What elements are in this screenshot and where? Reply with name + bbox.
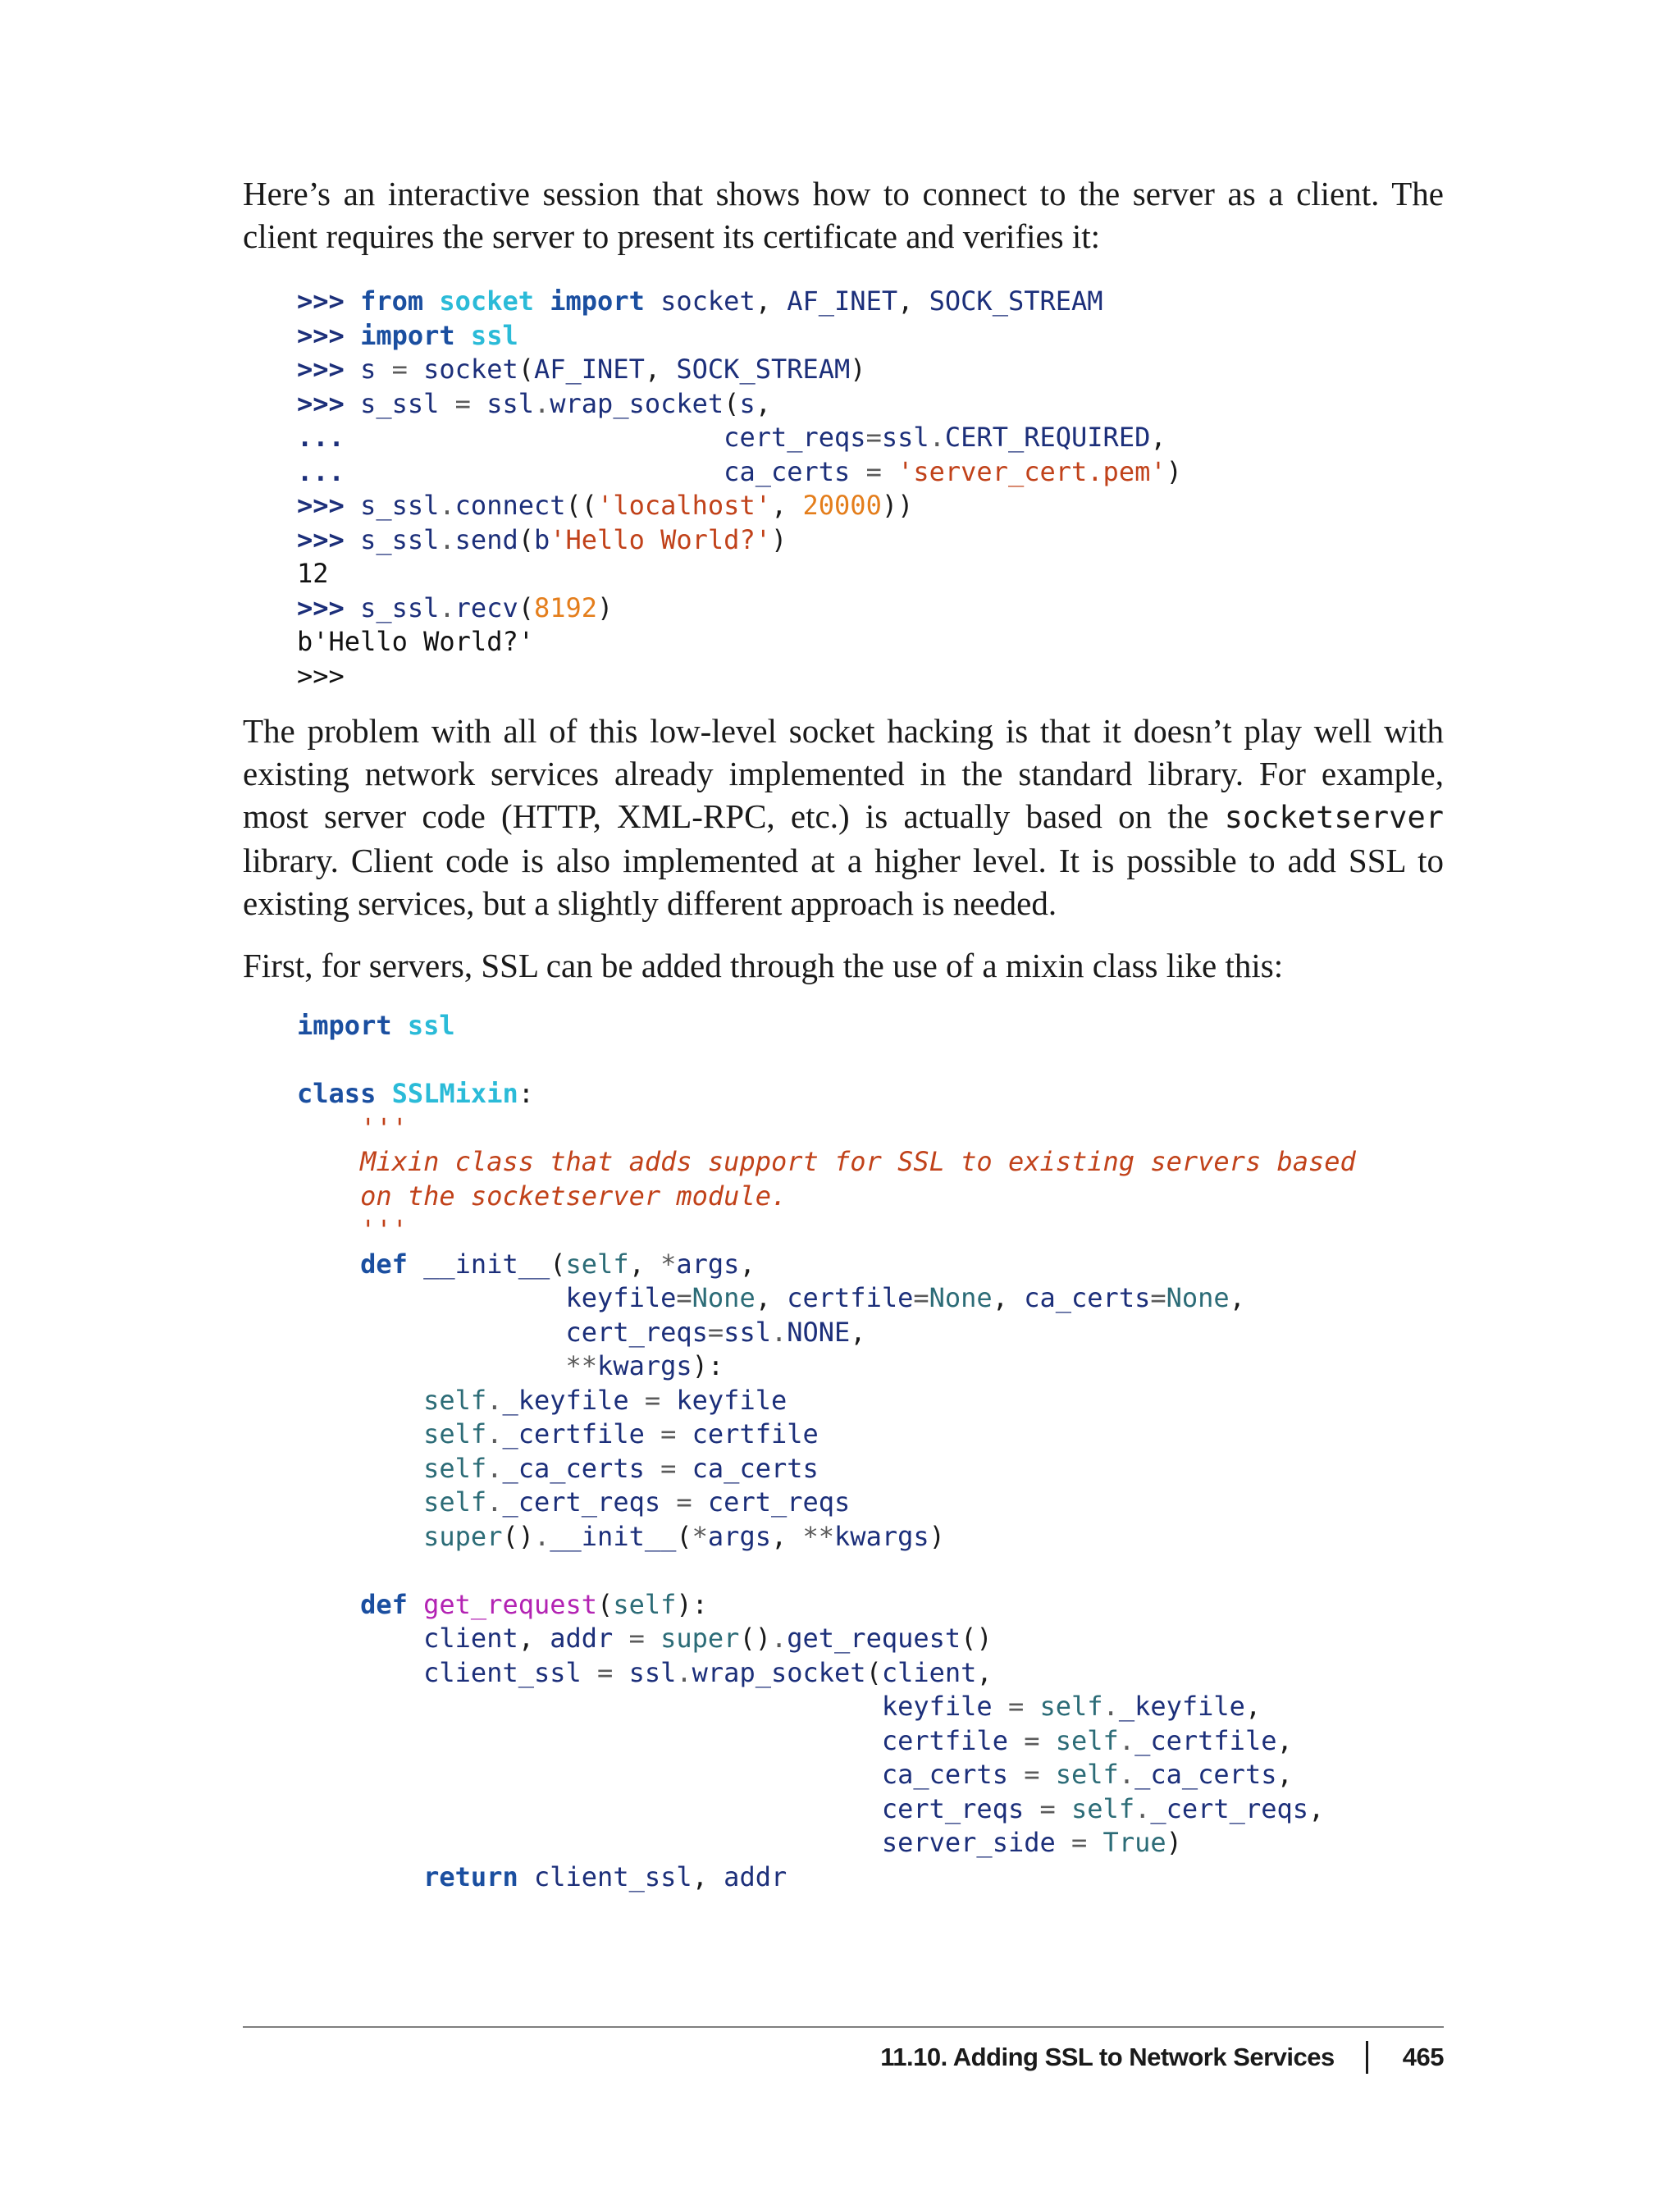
code-token: . xyxy=(770,1316,788,1348)
page-number: 465 xyxy=(1402,2043,1444,2071)
code-token: . xyxy=(439,490,455,521)
code-token xyxy=(297,1180,360,1212)
code-token: ) xyxy=(770,523,788,555)
code-token: ( xyxy=(518,523,534,555)
code-token: cert_reqs xyxy=(692,1486,851,1518)
code-token: . xyxy=(486,1384,503,1416)
code-token: ssl xyxy=(724,1316,771,1348)
code-token: = xyxy=(1039,1792,1056,1824)
code-token: = xyxy=(644,1384,661,1416)
code-token: , xyxy=(755,1282,788,1313)
mixin-class-code-block xyxy=(297,1009,1356,1894)
code-token: = xyxy=(676,1486,692,1518)
code-token xyxy=(534,285,550,317)
code-token: keyfile xyxy=(297,1691,1008,1722)
code-token: ( xyxy=(597,1588,614,1620)
code-token xyxy=(882,456,897,487)
code-token: __init__ xyxy=(423,1248,550,1280)
code-token: ) xyxy=(850,354,866,385)
code-token: = xyxy=(865,455,882,487)
code-token: 'server_cert.pem' xyxy=(897,455,1166,487)
code-token: * xyxy=(692,1520,708,1552)
code-token: self xyxy=(565,1248,629,1280)
code-line xyxy=(297,1520,1356,1554)
code-token: >>> xyxy=(297,319,361,351)
code-token: ( xyxy=(724,387,740,419)
code-line xyxy=(297,1724,1356,1759)
code-token: : xyxy=(518,1078,534,1109)
code-token: client xyxy=(297,1623,518,1654)
code-token xyxy=(297,1589,360,1620)
code-token xyxy=(1039,1725,1055,1756)
problem-text-start: The problem with all of this low-level socket hacking is that it doesn’t play well with existing network services already implemented in the standard library. For example, most server code (HTTP, XML-RPC, etc.) is actually based on the xyxy=(243,712,1444,835)
code-line xyxy=(297,1418,1356,1452)
code-token: , xyxy=(739,1248,756,1280)
code-line xyxy=(297,1281,1356,1316)
footer-separator xyxy=(1366,2041,1368,2074)
code-line xyxy=(297,660,1182,694)
footer-divider xyxy=(243,2026,1444,2028)
code-line xyxy=(297,1758,1356,1792)
code-token: addr xyxy=(550,1623,629,1654)
code-line xyxy=(297,489,1182,523)
code-token: None xyxy=(692,1282,756,1313)
code-line xyxy=(297,1588,1356,1623)
code-line xyxy=(297,1452,1356,1486)
code-line xyxy=(297,1860,1356,1895)
code-line xyxy=(297,1349,1356,1384)
code-token: , xyxy=(518,1623,550,1654)
code-token: wrap_socket xyxy=(550,387,724,419)
code-token: ca_certs xyxy=(1024,1282,1151,1313)
inline-code-socketserver: socketserver xyxy=(1224,800,1444,835)
code-token: . xyxy=(676,1656,692,1688)
code-token: ssl xyxy=(613,1656,677,1688)
code-token: certfile xyxy=(676,1418,819,1449)
code-token: s xyxy=(360,354,392,385)
code-token: 'localhost' xyxy=(597,490,771,521)
code-token: addr xyxy=(724,1860,788,1892)
code-token: None xyxy=(1166,1282,1230,1313)
page-footer xyxy=(243,2039,1444,2075)
code-token: ... xyxy=(297,455,345,487)
code-token: = xyxy=(1071,1827,1088,1858)
code-token: ssl xyxy=(881,422,929,453)
code-token xyxy=(297,1486,423,1518)
code-token: socket xyxy=(407,354,518,385)
code-token: server_side xyxy=(297,1827,1072,1858)
code-token: ** xyxy=(802,1520,835,1552)
code-token: ssl xyxy=(470,387,534,419)
code-token: self xyxy=(423,1452,487,1484)
code-token: , xyxy=(770,1520,803,1552)
code-token: _ca_certs xyxy=(502,1452,661,1484)
code-token: , xyxy=(1150,422,1166,453)
client-session-code-block xyxy=(297,285,1182,693)
code-token: . xyxy=(1118,1759,1135,1790)
code-line xyxy=(297,1656,1356,1691)
code-token xyxy=(297,1249,360,1280)
code-token xyxy=(376,1078,391,1109)
code-token: * xyxy=(660,1248,677,1280)
code-token: , xyxy=(1308,1792,1325,1824)
code-token: = xyxy=(454,387,471,419)
code-token: recv xyxy=(454,591,518,623)
code-token: certfile xyxy=(787,1282,914,1313)
code-token: . xyxy=(1102,1691,1119,1722)
code-line xyxy=(297,1009,1356,1043)
code-token: >>> xyxy=(297,660,345,692)
code-token: _ca_certs xyxy=(1134,1759,1277,1790)
code-token: = xyxy=(865,422,882,453)
code-token: on the socketserver module. xyxy=(360,1180,788,1212)
code-token: self xyxy=(1039,1691,1103,1722)
code-line xyxy=(297,1180,1356,1214)
code-token: , xyxy=(628,1248,661,1280)
code-token: SSLMixin xyxy=(391,1078,518,1109)
code-token: args xyxy=(707,1520,771,1552)
code-token: , xyxy=(992,1282,1025,1313)
code-token: _cert_reqs xyxy=(1150,1792,1308,1824)
code-token: args xyxy=(676,1248,740,1280)
code-token: , xyxy=(692,1860,724,1892)
code-token: SOCK_STREAM xyxy=(929,285,1103,317)
code-token: = xyxy=(660,1418,677,1449)
code-token xyxy=(645,1623,660,1654)
code-token: ( xyxy=(676,1520,692,1552)
code-line xyxy=(297,1077,1356,1112)
code-token: , xyxy=(1229,1282,1245,1313)
code-token: , xyxy=(1244,1691,1262,1722)
code-token: ** xyxy=(565,1350,598,1381)
code-token: , xyxy=(897,285,929,317)
code-line xyxy=(297,1316,1356,1350)
footer-section-title: 11.10. Adding SSL to Network Services xyxy=(880,2043,1335,2071)
code-line xyxy=(297,1384,1356,1418)
code-line xyxy=(297,625,1182,660)
code-token xyxy=(1024,1691,1039,1722)
code-token: = xyxy=(1024,1724,1040,1756)
code-token: connect xyxy=(454,490,566,521)
code-token xyxy=(1056,1793,1071,1824)
code-token: . xyxy=(439,523,455,555)
code-token: ca_certs xyxy=(297,1759,1025,1790)
code-token xyxy=(297,1146,360,1177)
code-token: 'Hello World?' xyxy=(550,523,771,555)
code-token: ca_certs xyxy=(344,455,866,487)
mixin-intro-paragraph: First, for servers, SSL can be added through the use of a mixin class like this: xyxy=(243,947,1284,984)
code-line xyxy=(297,1112,1356,1146)
code-token: b xyxy=(533,523,550,555)
code-token: ): xyxy=(692,1350,724,1381)
code-line xyxy=(297,1486,1356,1520)
code-token: self xyxy=(423,1486,487,1518)
code-token: keyfile xyxy=(297,1282,677,1313)
code-token: Mixin class that adds support for SSL to existing servers based xyxy=(360,1146,1356,1177)
code-token: , xyxy=(1276,1759,1293,1790)
code-token: self xyxy=(1055,1724,1119,1756)
code-token: . xyxy=(486,1452,503,1484)
code-token: AF_INET xyxy=(787,285,898,317)
code-token xyxy=(423,285,439,317)
problem-text-end: library. Client code is also implemented at a higher level. It is possible to add SSL to existing services, but a slightly different approach is needed. xyxy=(243,842,1444,922)
code-token xyxy=(297,1385,423,1416)
code-token xyxy=(1039,1759,1055,1790)
code-line xyxy=(297,1554,1356,1588)
code-token: >>> xyxy=(297,591,361,623)
code-token: kwargs xyxy=(834,1520,929,1552)
code-token: client_ssl xyxy=(518,1860,692,1892)
code-token: = xyxy=(597,1656,614,1688)
code-token: 20000 xyxy=(802,490,882,521)
code-line xyxy=(297,387,1182,422)
code-token: ): xyxy=(676,1588,708,1620)
problem-paragraph xyxy=(243,710,1444,924)
code-token: b'Hello World?' xyxy=(297,626,534,657)
code-token: >>> xyxy=(297,285,361,317)
code-token: _certfile xyxy=(502,1418,661,1449)
code-token: s_ssl xyxy=(360,591,440,623)
intro-paragraph: Here’s an interactive session that shows how to connect to the server as a client. The client requires the server to present its certificate and verifies it: xyxy=(243,175,1444,255)
code-token: , xyxy=(976,1656,993,1688)
code-token: import xyxy=(297,1010,392,1041)
code-token: . xyxy=(770,1623,788,1654)
code-token: cert_reqs xyxy=(297,1792,1040,1824)
code-token: def xyxy=(360,1248,408,1280)
code-token xyxy=(408,1589,423,1620)
code-line xyxy=(297,1622,1356,1656)
code-token xyxy=(297,1350,566,1381)
code-token: _keyfile xyxy=(1118,1691,1245,1722)
code-line xyxy=(297,523,1182,558)
code-token: send xyxy=(454,523,518,555)
code-token: cert_reqs xyxy=(344,422,866,453)
code-token: . xyxy=(533,1520,550,1552)
code-token: client_ssl xyxy=(297,1656,598,1688)
code-line xyxy=(297,353,1182,387)
code-token: import xyxy=(550,285,645,317)
code-token: () xyxy=(502,1520,534,1552)
code-token: () xyxy=(739,1623,771,1654)
code-token: . xyxy=(1134,1792,1151,1824)
code-token xyxy=(1087,1827,1102,1858)
code-line xyxy=(297,319,1182,354)
code-line xyxy=(297,1826,1356,1860)
code-token: . xyxy=(486,1418,503,1449)
code-token: s_ssl xyxy=(360,387,455,419)
code-token: self xyxy=(423,1418,487,1449)
code-token: client xyxy=(881,1656,977,1688)
code-token: = xyxy=(676,1282,692,1313)
code-token: ( xyxy=(518,591,534,623)
code-token: = xyxy=(391,354,408,385)
code-token: (( xyxy=(565,490,598,521)
code-token: NONE xyxy=(787,1316,851,1348)
code-line xyxy=(297,1792,1356,1827)
code-line xyxy=(297,1213,1356,1248)
code-token: >>> xyxy=(297,354,361,385)
code-token: return xyxy=(423,1860,518,1892)
code-token: ( xyxy=(518,354,534,385)
code-token: >>> xyxy=(297,490,361,521)
code-token: super xyxy=(423,1520,503,1552)
code-line xyxy=(297,421,1182,455)
code-token: ... xyxy=(297,422,345,453)
code-token: socket xyxy=(644,285,756,317)
code-line xyxy=(297,455,1182,490)
code-token: = xyxy=(707,1316,724,1348)
code-line xyxy=(297,285,1182,319)
code-token: ( xyxy=(550,1248,566,1280)
code-token: , xyxy=(850,1316,866,1348)
code-token: ca_certs xyxy=(676,1452,819,1484)
code-token xyxy=(297,1521,423,1552)
code-line xyxy=(297,557,1182,591)
code-token: get_request xyxy=(787,1623,961,1654)
code-token: keyfile xyxy=(660,1384,788,1416)
code-token: 8192 xyxy=(533,591,598,623)
code-token: . xyxy=(486,1486,503,1518)
code-token: ( xyxy=(865,1656,882,1688)
code-token: cert_reqs xyxy=(297,1316,708,1348)
code-token xyxy=(408,1249,423,1280)
code-token: None xyxy=(929,1282,993,1313)
code-token: self xyxy=(1071,1792,1135,1824)
code-token: wrap_socket xyxy=(692,1656,866,1688)
code-token: >>> xyxy=(297,387,361,419)
code-token: certfile xyxy=(297,1724,1025,1756)
code-token: s_ssl xyxy=(360,523,440,555)
code-token: >>> xyxy=(297,523,361,555)
code-token: ) xyxy=(929,1520,945,1552)
code-token: = xyxy=(913,1282,929,1313)
code-token: ssl xyxy=(407,1010,455,1041)
code-line xyxy=(297,591,1182,626)
code-token: self xyxy=(613,1588,677,1620)
code-token: . xyxy=(439,591,455,623)
code-token: , xyxy=(770,490,803,521)
code-token: s_ssl xyxy=(360,490,440,521)
code-token: _certfile xyxy=(1134,1724,1277,1756)
code-token: get_request xyxy=(423,1588,598,1620)
code-token: 12 xyxy=(297,558,329,589)
code-token: from xyxy=(360,285,424,317)
code-token xyxy=(297,1112,360,1144)
code-token: ) xyxy=(597,591,614,623)
code-token: kwargs xyxy=(597,1350,692,1381)
code-token: CERT_REQUIRED xyxy=(944,422,1151,453)
code-token: _cert_reqs xyxy=(502,1486,677,1518)
code-token: = xyxy=(1024,1759,1040,1790)
code-token: )) xyxy=(881,490,914,521)
code-token: ) xyxy=(1166,1827,1182,1858)
code-token xyxy=(392,1010,408,1041)
code-token: ssl xyxy=(470,319,518,351)
code-token: , xyxy=(1276,1724,1293,1756)
code-token: = xyxy=(1007,1691,1025,1722)
code-token: . xyxy=(533,387,550,419)
code-token: = xyxy=(1150,1282,1166,1313)
code-token: . xyxy=(1118,1724,1135,1756)
code-token xyxy=(297,1418,423,1449)
code-token: AF_INET xyxy=(533,354,645,385)
code-token: , xyxy=(644,354,677,385)
code-token: SOCK_STREAM xyxy=(676,354,851,385)
code-token: __init__ xyxy=(550,1520,677,1552)
code-token: . xyxy=(929,422,945,453)
code-token: class xyxy=(297,1078,377,1109)
code-token xyxy=(297,1453,423,1484)
code-token xyxy=(297,1861,423,1892)
code-token: True xyxy=(1102,1827,1166,1858)
code-token xyxy=(455,320,471,351)
code-token: , xyxy=(755,387,771,419)
code-token xyxy=(297,1214,360,1245)
code-token: import xyxy=(360,319,455,351)
code-token: def xyxy=(360,1588,408,1620)
code-token: self xyxy=(423,1384,487,1416)
code-token: = xyxy=(660,1452,677,1484)
code-token: = xyxy=(628,1623,645,1654)
code-line xyxy=(297,1043,1356,1078)
code-token: s xyxy=(739,387,756,419)
code-token: super xyxy=(660,1623,740,1654)
code-token: self xyxy=(1055,1759,1119,1790)
code-token: () xyxy=(961,1623,993,1654)
code-token: ) xyxy=(1166,455,1182,487)
code-line xyxy=(297,1145,1356,1180)
code-token: socket xyxy=(439,285,534,317)
code-token: _keyfile xyxy=(502,1384,645,1416)
code-line xyxy=(297,1690,1356,1724)
code-token: ''' xyxy=(360,1112,408,1144)
code-token: , xyxy=(755,285,788,317)
code-line xyxy=(297,1248,1356,1282)
code-token: ''' xyxy=(360,1214,408,1245)
